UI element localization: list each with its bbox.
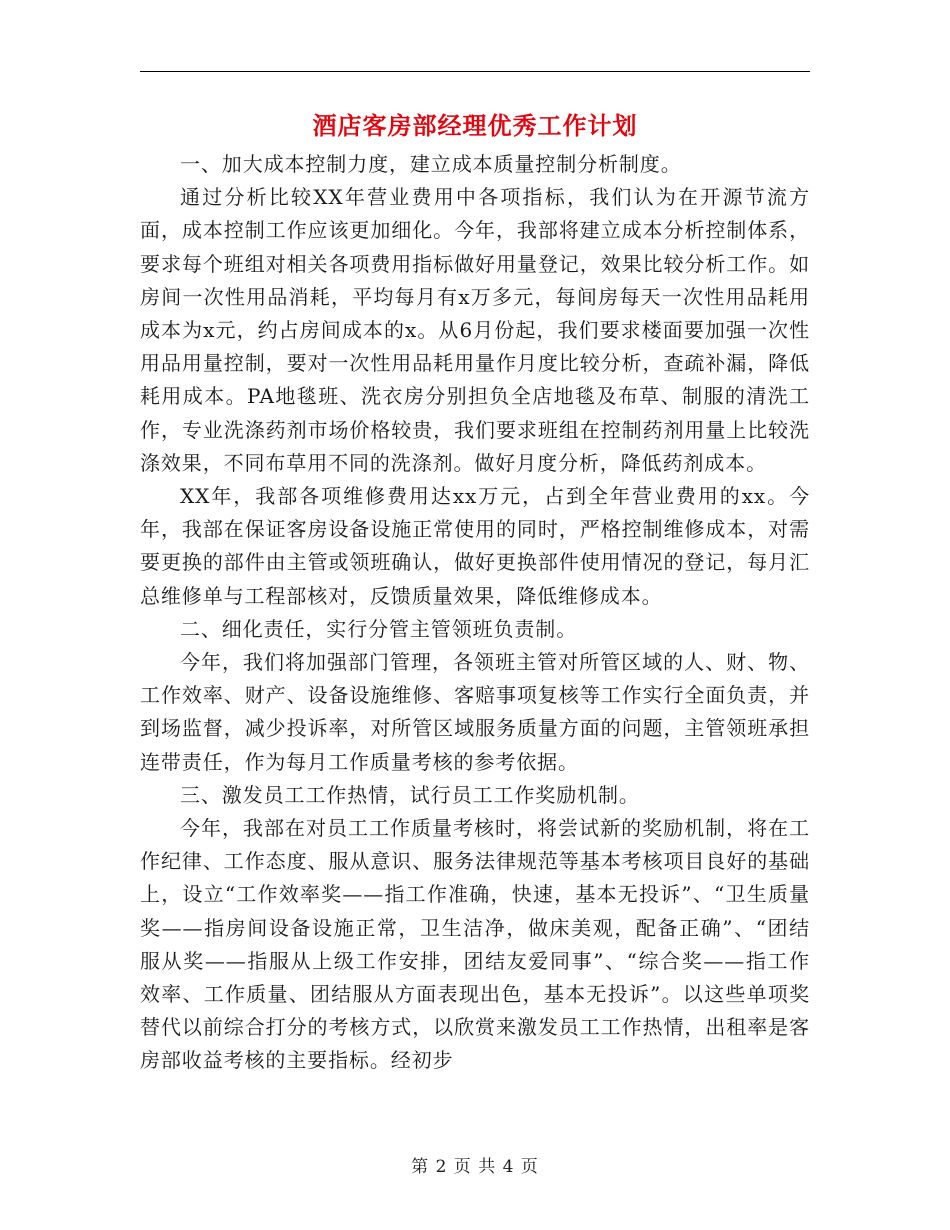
paragraph-heading-1: 一、加大成本控制力度，建立成本质量控制分析制度。 [180, 152, 682, 176]
paragraph-heading-2: 二、细化责任，实行分管主管领班负责制。 [180, 616, 578, 641]
paragraph: XX年，我部各项维修费用达xx万元，占到全年营业费用的xx。今年，我部在保证客房设备设施正常使用的同时，严格控制维修成本，对需要更换的部件由主管或领班确认，做好更换部件使用情况的登记，每月汇总维修单与工程部核对，反馈质量效果，降低维修成本。 [140, 484, 810, 608]
document-body [140, 148, 810, 1078]
paragraph: 通过分析比较XX年营业费用中各项指标，我们认为在开源节流方面，成本控制工作应该更加细化。今年，我部将建立成本分析控制体系，要求每个班组对相关各项费用指标做好用量登记，效果比较分析工作。如房间一次性用品消耗，平均每月有x万多元，每间房每天一次性用品耗用成本为x元，约占房间成本的x。从6月份起，我们要求楼面要加强一次性用品用量控制，要对一次性用品耗用量作月度比较分析，查疏补漏，降低耗用成本。PA地毯班、洗衣房分别担负全店地毯及布草、制服的清洗工作，专业洗涤药剂市场价格较贵，我们要求班组在控制药剂用量上比较洗涤效果，不同布草用不同的洗涤剂。做好月度分析，降低药剂成本。 [140, 185, 810, 475]
paragraph-heading-3: 三、激发员工工作热情，试行员工工作奖励机制。 [180, 782, 640, 807]
paragraph: 今年，我部在对员工工作质量考核时，将尝试新的奖励机制，将在工作纪律、工作态度、服从意识、服务法律规范等基本考核项目良好的基础上，设立“工作效率奖——指工作准确，快速，基本无投诉”、“卫生质量奖——指房间设备设施正常，卫生洁净，做床美观，配备正确”、“团结服从奖——指服从上级工作安排，团结友爱同事”、“综合奖——指工作效率、工作质量、团结服从方面表现出色，基本无投诉”。以这些单项奖替代以前综合打分的考核方式，以欣赏来激发员工工作热情，出租率是客房部收益考核的主要指标。经初步 [140, 816, 810, 1073]
page-number: 第 2 页 共 4 页 [411, 1157, 539, 1177]
document-title: 酒店客房部经理优秀工作计划 [312, 111, 638, 140]
header-rule [140, 71, 810, 72]
paragraph: 今年，我们将加强部门管理，各领班主管对所管区域的人、财、物、工作效率、财产、设备设施维修、客赔事项复核等工作实行全面负责，并到场监督，减少投诉率，对所管区域服务质量方面的问题，主管领班承担连带责任，作为每月工作质量考核的参考依据。 [140, 650, 810, 774]
